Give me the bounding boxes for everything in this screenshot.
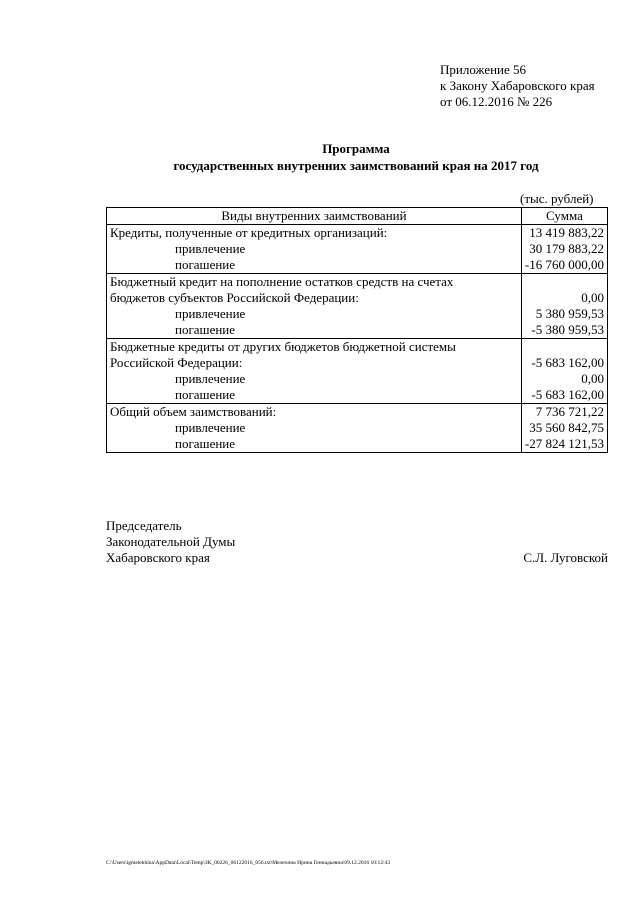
title-line-1: Программа xyxy=(322,141,390,156)
row-sublabel: привлечение xyxy=(107,420,522,436)
table-row xyxy=(107,387,608,404)
row-sublabel: погашение xyxy=(107,257,522,274)
table-row xyxy=(107,290,608,306)
row-sum: 0,00 xyxy=(521,290,607,306)
table-row xyxy=(107,355,608,371)
row-sum: -27 824 121,53 xyxy=(521,436,607,453)
table-row xyxy=(107,241,608,257)
table-row xyxy=(107,322,608,339)
table-row xyxy=(107,306,608,322)
table-row xyxy=(107,404,608,421)
row-label: Бюджетные кредиты от других бюджетов бюджетной системы xyxy=(107,339,522,356)
table-row xyxy=(107,274,608,291)
row-label: Общий объем заимствований: xyxy=(107,404,522,421)
row-sum: -5 380 959,53 xyxy=(521,322,607,339)
document-title xyxy=(106,140,606,174)
signatory-name: С.Л. Луговской xyxy=(523,550,608,565)
row-label: Российской Федерации: xyxy=(107,355,522,371)
row-sum: 13 419 883,22 xyxy=(521,225,607,242)
row-sum: 35 560 842,75 xyxy=(521,420,607,436)
units-label: (тыс. рублей) xyxy=(520,191,594,206)
table-row xyxy=(107,339,608,356)
row-sum: 0,00 xyxy=(521,371,607,387)
table-row xyxy=(107,436,608,453)
row-sum: -5 683 162,00 xyxy=(521,387,607,404)
col-header-sum: Сумма xyxy=(521,208,607,225)
row-sum: -16 760 000,00 xyxy=(521,257,607,274)
row-sublabel: погашение xyxy=(107,322,522,339)
signature-line: Хабаровского края xyxy=(106,550,210,565)
borrowing-table xyxy=(106,207,608,453)
row-sum xyxy=(521,339,607,356)
table-header-row xyxy=(107,208,608,225)
signature-line: Председатель xyxy=(106,518,182,533)
row-sum: 7 736 721,22 xyxy=(521,404,607,421)
row-sublabel: привлечение xyxy=(107,306,522,322)
row-sum: 30 179 883,22 xyxy=(521,241,607,257)
col-header-name: Виды внутренних заимствований xyxy=(107,208,522,225)
row-sublabel: погашение xyxy=(107,436,522,453)
row-sublabel: привлечение xyxy=(107,241,522,257)
appendix-line: от 06.12.2016 № 226 xyxy=(440,94,553,109)
title-line-2: государственных внутренних заимствований края на 2017 год xyxy=(173,158,539,173)
row-sum: -5 683 162,00 xyxy=(521,355,607,371)
table-row xyxy=(107,225,608,242)
row-sum xyxy=(521,274,607,291)
table-body xyxy=(107,225,608,453)
appendix-reference xyxy=(440,62,595,110)
row-label: Кредиты, полученные от кредитных организаций: xyxy=(107,225,522,242)
signature-title xyxy=(106,518,235,566)
row-sum: 5 380 959,53 xyxy=(521,306,607,322)
appendix-line: к Закону Хабаровского края xyxy=(440,78,595,93)
appendix-line: Приложение 56 xyxy=(440,62,527,77)
row-sublabel: привлечение xyxy=(107,371,522,387)
file-path-footer: C:\Users\igmelekhina\AppData\Local\Temp\ЗК_00226_06122016_056.txt\Мелехина Ирина Геннадьевна\09.12.2016 10:12:43 xyxy=(106,860,390,866)
row-label: Бюджетный кредит на пополнение остатков средств на счетах xyxy=(107,274,522,291)
table-row xyxy=(107,257,608,274)
table-row xyxy=(107,420,608,436)
table-row xyxy=(107,371,608,387)
row-label: бюджетов субъектов Российской Федерации: xyxy=(107,290,522,306)
signature-line: Законодательной Думы xyxy=(106,534,236,549)
row-sublabel: погашение xyxy=(107,387,522,404)
